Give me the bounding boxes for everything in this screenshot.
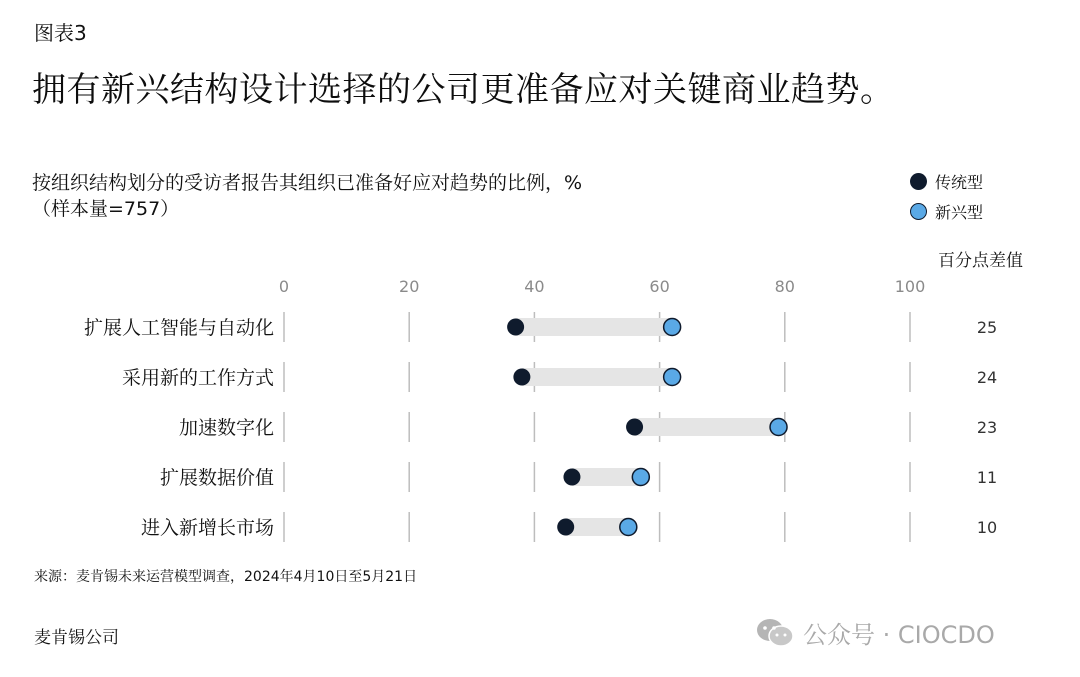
subtitle-line-1: 按组织结构划分的受访者报告其组织已准备好应对趋势的比例，%: [32, 172, 583, 194]
category-label: 采用新的工作方式: [121, 367, 274, 389]
dot-traditional: [626, 419, 643, 436]
category-label: 扩展人工智能与自动化: [83, 317, 274, 339]
range-bar: [522, 368, 672, 386]
dot-traditional: [563, 469, 580, 486]
category-label: 加速数字化: [178, 417, 274, 439]
dot-emerging: [664, 319, 681, 336]
watermark: [755, 615, 995, 650]
range-bar: [566, 518, 629, 536]
dumbbell-chart: [0, 270, 1080, 560]
difference-value: 25: [976, 318, 998, 337]
x-tick-label: 80: [774, 277, 795, 296]
legend-item-traditional: [910, 166, 983, 196]
dot-traditional: [513, 369, 530, 386]
difference-value: 23: [976, 418, 998, 437]
chart-subtitle: [32, 170, 582, 222]
dot-emerging: [620, 519, 637, 536]
category-label: 扩展数据价值: [159, 467, 274, 489]
x-tick-label: 40: [524, 277, 545, 296]
chart-headline: 拥有新兴结构设计选择的公司更准备应对关键商业趋势。: [32, 70, 895, 110]
x-tick-label: 0: [278, 277, 290, 296]
category-label: 进入新增长市场: [140, 517, 274, 539]
watermark-text: 公众号 · CIOCDO: [803, 621, 995, 649]
figure-label: 图表3: [34, 21, 87, 45]
difference-value: 11: [976, 468, 998, 487]
legend-item-emerging: [910, 196, 983, 226]
range-bar: [572, 468, 641, 486]
legend-dot-emerging: [910, 203, 927, 220]
dot-emerging: [632, 469, 649, 486]
publisher-name: 麦肯锡公司: [34, 628, 119, 648]
legend: [910, 166, 983, 226]
x-tick-label: 20: [399, 277, 420, 296]
source-note: 来源：麦肯锡未来运营模型调查，2024年4月10日至5月21日: [34, 569, 418, 585]
range-bar: [516, 318, 673, 336]
x-tick-label: 100: [894, 277, 926, 296]
legend-label-emerging: 新兴型: [935, 202, 984, 222]
dot-emerging: [664, 369, 681, 386]
difference-value: 10: [976, 518, 998, 537]
subtitle-line-2: （样本量=757）: [32, 198, 180, 220]
x-tick-label: 60: [649, 277, 670, 296]
dot-traditional: [557, 519, 574, 536]
difference-value: 24: [976, 368, 998, 387]
wechat-icon: [755, 617, 795, 649]
legend-label-traditional: 传统型: [935, 172, 984, 192]
dot-traditional: [507, 319, 524, 336]
difference-column-header: 百分点差值: [938, 251, 1023, 271]
dot-emerging: [770, 419, 787, 436]
range-bar: [635, 418, 779, 436]
legend-dot-traditional: [910, 173, 927, 190]
